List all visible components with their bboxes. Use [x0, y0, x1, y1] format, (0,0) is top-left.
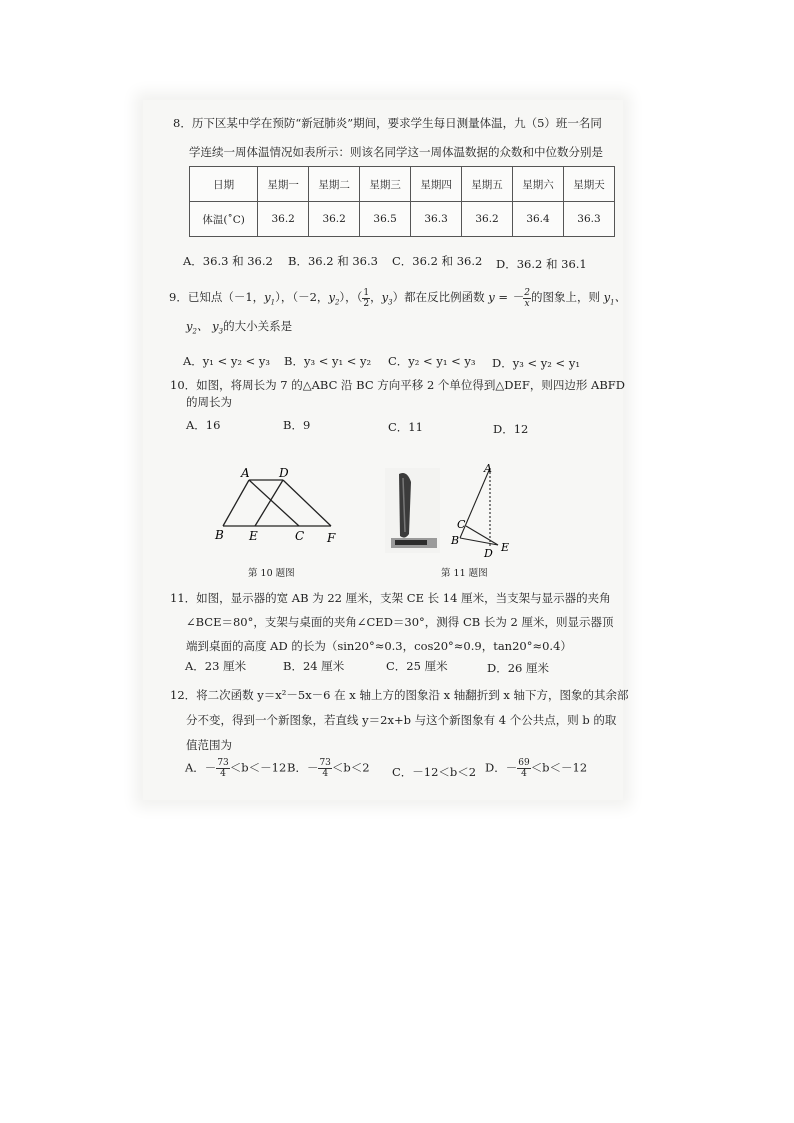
table-cell: 36.2 [462, 202, 513, 237]
q12-option-b[interactable]: B．－ $\frac{73}{4}$ ＜b＜2 [287, 758, 370, 779]
q9-y1: $y_1$ [264, 290, 276, 307]
q11-line1: 11．如图，显示器的宽 AB 为 22 厘米，支架 CE 长 14 厘米，当支架与显示器的夹角 [170, 591, 611, 605]
monitor-photo [385, 468, 440, 553]
segment-ab [223, 480, 249, 526]
label-a: A [241, 466, 250, 480]
q10-option-a[interactable]: A．16 [186, 418, 221, 432]
table-header: 星期五 [462, 167, 513, 202]
q9-fraction-half: $\frac{1}{2}$ [363, 287, 370, 309]
table-header: 星期四 [411, 167, 462, 202]
q9-suffix: 的图象上，则 [530, 290, 600, 304]
q9-y2y3: $y_2$、 $y_3$ [186, 319, 224, 336]
q9-option-b[interactable]: B．y₃ < y₁ < y₂ [284, 354, 372, 368]
q10-option-c[interactable]: C．11 [388, 420, 423, 434]
segment-de [255, 480, 283, 526]
table-header: 星期六 [513, 167, 564, 202]
label-c: C [457, 518, 466, 531]
q8-option-b[interactable]: B．36.2 和 36.3 [288, 254, 378, 268]
q11-line3: 端到桌面的高度 AD 的长为（sin20°≈0.3，cos20°≈0.9，tan20°≈0.4） [186, 639, 572, 653]
q9-function-lhs: y = － [488, 290, 524, 304]
q9-option-c[interactable]: C．y₂ < y₁ < y₃ [388, 354, 476, 368]
q9-line2 [186, 318, 292, 339]
q9-function-fraction: $\frac{2}{x}$ [524, 287, 530, 309]
q12-option-d[interactable]: D．－ $\frac{69}{4}$ ＜b＜－12 [485, 758, 588, 779]
q12-line1: 12．将二次函数 y＝x²－5x－6 在 x 轴上方的图象沿 x 轴翻折到 x 轴下方，图象的其余部 [170, 688, 629, 702]
label-a: A [484, 462, 492, 475]
q9-option-a[interactable]: A．y₁ < y₂ < y₃ [183, 354, 271, 368]
q9-mid2: ），（ [339, 290, 363, 304]
figure-10-caption: 第 10 题图 [248, 568, 295, 579]
figure-10-diagram [205, 460, 355, 550]
q9-y1-tail: $y_1$、 [603, 290, 627, 307]
table-header: 星期天 [564, 167, 615, 202]
q9-mid3: ， [370, 290, 382, 304]
q12-line2: 分不变，得到一个新图象，若直线 y＝2x+b 与这个新图象有 4 个公共点，则 b 的取 [186, 713, 617, 727]
q10-line1: 10．如图，将周长为 7 的△ABC 沿 BC 方向平移 2 个单位得到△DEF，则四边形 ABFD [170, 378, 625, 392]
table-row-label: 体温(˚C) [190, 202, 258, 237]
q10-option-d[interactable]: D．12 [493, 422, 529, 436]
table-header: 星期一 [258, 167, 309, 202]
label-d: D [484, 547, 493, 560]
table-cell: 36.5 [360, 202, 411, 237]
table-cell: 36.2 [309, 202, 360, 237]
q9-line2-text: 的大小关系是 [223, 319, 293, 333]
q8-option-d[interactable]: D．36.2 和 36.1 [496, 257, 587, 271]
label-d: D [279, 466, 289, 480]
figure-11-diagram [450, 460, 520, 560]
q12-option-a[interactable]: A．－ $\frac{73}{4}$ ＜b＜－12 [185, 758, 287, 779]
q8-option-c[interactable]: C．36.2 和 36.2 [392, 254, 483, 268]
q8-option-a[interactable]: A．36.3 和 36.2 [183, 254, 273, 268]
label-e: E [501, 541, 510, 554]
segment-ac [249, 480, 299, 526]
q10-option-b[interactable]: B．9 [283, 418, 311, 432]
q9-prefix: 9．已知点（－1， [169, 290, 265, 304]
q9-y3: $y_3$ [381, 290, 393, 307]
q9-mid1: ），（－2， [275, 290, 329, 304]
label-e: E [249, 529, 258, 543]
q11-option-b[interactable]: B．24 厘米 [283, 659, 345, 673]
table-header: 星期二 [309, 167, 360, 202]
table-cell: 36.3 [564, 202, 615, 237]
q12-option-c[interactable]: C．－12＜b＜2 [392, 765, 477, 779]
q11-line2: ∠BCE＝80°，支架与桌面的夹角∠CED＝30°，测得 CB 长为 2 厘米，则显示器顶 [186, 615, 614, 629]
q9-line1 [169, 282, 626, 317]
q8-line1: 8．历下区某中学在预防“新冠肺炎”期间，要求学生每日测量体温，九（5）班一名同 [173, 116, 602, 130]
q8-line2: 学连续一周体温情况如表所示：则该名同学这一周体温数据的众数和中位数分别是 [189, 145, 603, 159]
table-header: 日期 [190, 167, 258, 202]
q11-option-c[interactable]: C．25 厘米 [386, 659, 448, 673]
segment-df [283, 480, 331, 526]
label-b: B [215, 528, 224, 542]
q9-y2: $y_2$ [328, 290, 340, 307]
q9-mid4: ）都在反比例函数 [392, 290, 485, 304]
table-cell: 36.2 [258, 202, 309, 237]
q11-option-d[interactable]: D．26 厘米 [487, 661, 550, 675]
temperature-table [189, 166, 615, 237]
label-c: C [295, 529, 305, 543]
label-f: F [327, 531, 336, 545]
table-cell: 36.4 [513, 202, 564, 237]
q11-option-a[interactable]: A．23 厘米 [185, 659, 247, 673]
q12-line3: 值范围为 [186, 738, 232, 752]
table-cell: 36.3 [411, 202, 462, 237]
figure-11-caption: 第 11 题图 [441, 568, 488, 579]
table-header: 星期三 [360, 167, 411, 202]
q9-option-d[interactable]: D．y₃ < y₂ < y₁ [492, 356, 580, 370]
q10-line2: 的周长为 [186, 395, 232, 409]
label-b: B [451, 534, 460, 547]
